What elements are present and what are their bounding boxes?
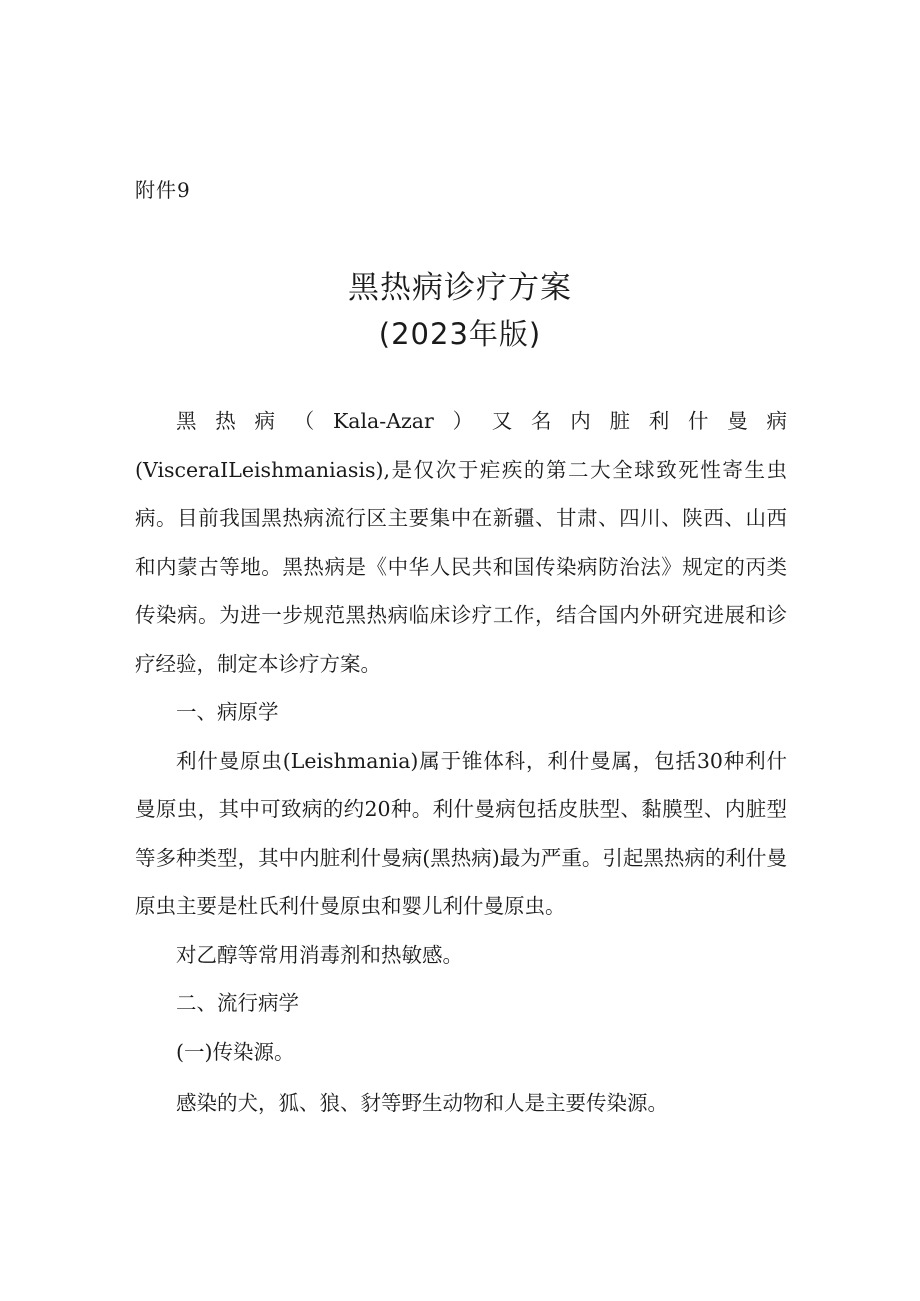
document-body — [135, 397, 787, 1128]
disinfectant-note: 对乙醇等常用消毒剂和热敏感。 — [176, 942, 463, 967]
attachment-label: 附件9 — [135, 178, 191, 202]
pathogen-paragraph: 利什曼原虫(Leishmania)属于锥体科，利什曼属，包括30种利什曼原虫，其中可致病的约20种。利什曼病包括皮肤型、黏膜型、内脏型等多种类型，其中内脏利什曼病(黑热病)最为严重。引起黑热病的利什曼原虫主要是杜氏利什曼原虫和婴儿利什曼原虫。 — [135, 748, 787, 918]
section-heading-pathogen: 一、病原学 — [176, 700, 279, 724]
section-heading-epidemiology: 二、流行病学 — [176, 991, 299, 1015]
infection-source-paragraph: 感染的犬，狐、狼、豺等野生动物和人是主要传染源。 — [176, 1091, 668, 1115]
document-title: 黑热病诊疗方案 — [348, 270, 572, 306]
document-subtitle: (2023年版) — [378, 317, 542, 351]
intro-paragraph: 黑热病（Kala-Azar）又名内脏利什曼病(VisceraILeishmaniasis),是仅次于疟疾的第二大全球致死性寄生虫病。目前我国黑热病流行区主要集中在新疆、甘肃、四川、陕西、山西和内蒙古等地。黑热病是《中华人民共和国传染病防治法》规定的丙类传染病。为进一步规范黑热病临床诊疗工作，结合国内外研究进展和诊疗经验，制定本诊疗方案。 — [135, 409, 787, 676]
subsection-heading-infection-source: (一)传染源。 — [176, 1039, 295, 1064]
